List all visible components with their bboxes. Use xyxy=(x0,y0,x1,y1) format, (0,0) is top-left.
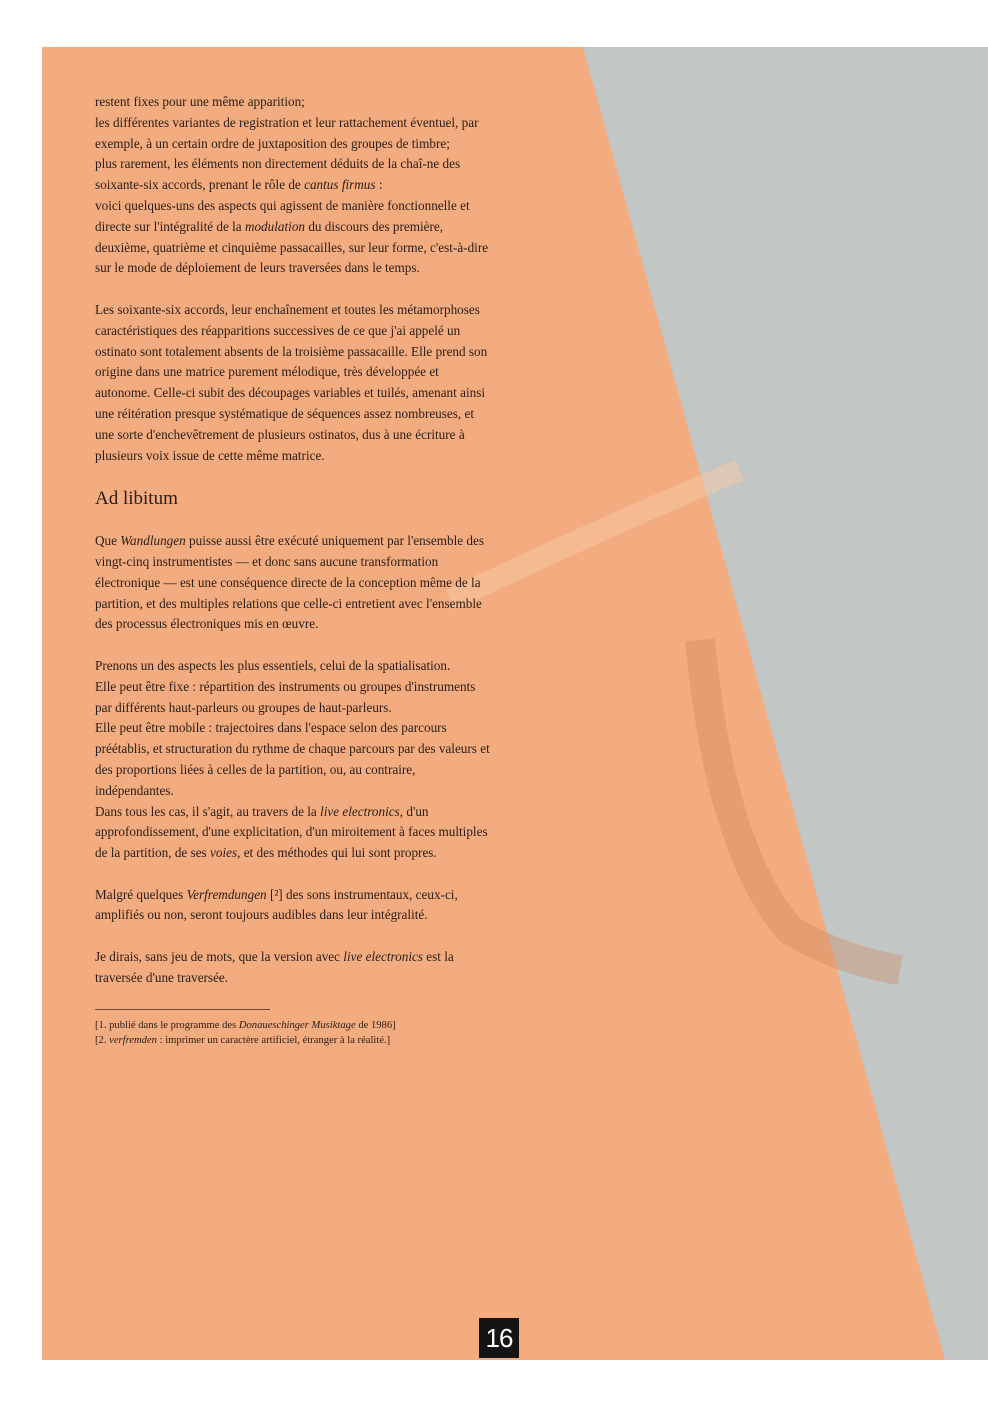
text-column xyxy=(95,92,495,1048)
paragraph: Je dirais, sans jeu de mots, que la version avec live electronics est la traversée d'une traversée. xyxy=(95,949,454,985)
paragraph: Les soixante-six accords, leur enchaînement et toutes les métamorphoses caractéristiques des réapparitions successives de ce que j'ai appelé un ostinato sont totalement absents de la troisième passacaille. Elle prend son origine dans une matrice purement mélodique, très développée et autonome. Celle-ci subit des découpages variables et tuilés, amenant ainsi une réitération presque systématique de séquences assez nombreuses, et une sorte d'enchevêtrement de plusieurs ostinatos, dus à une écriture à plusieurs voix issue de cette même matrice. xyxy=(95,301,488,463)
paragraph: Que Wandlungen puisse aussi être exécuté uniquement par l'ensemble des vingt-cinq instrumentistes — et donc sans aucune transformation électronique — est une conséquence directe de la conception même de la partition, et des multiples relations que celle-ci entretient avec l'ensemble des processus électroniques mis en œuvre. xyxy=(95,533,484,632)
section-heading: Ad libitum xyxy=(95,488,178,510)
page-number: 16 xyxy=(479,1318,519,1358)
paragraph: restent fixes pour une même apparition; les différentes variantes de registration et leur rattachement éventuel, par exemple, à un certain ordre de juxtaposition des groupes de timbre; plus rarement, les éléments non directement déduits de la chaî-ne des soixante-six accords, prenant le rôle de cantus firmus : voici quelques-uns des aspects qui agissent de manière fonctionnelle et directe sur l'intégralité de la modulation du discours des première, deuxième, quatrième et cinquième passacailles, sur leur forme, c'est-à-dire sur le mode de déploiement de leurs traversées dans le temps. xyxy=(95,94,489,276)
paragraph: Prenons un des aspects les plus essentiels, celui de la spatialisation. Elle peut être fixe : répartition des instruments ou groupes d'instruments par différents haut-parleurs ou groupes de haut-parleurs. Elle peut être mobile : trajectoires dans l'espace selon des parcours préétablis, et structuration du rythme de chaque parcours par des valeurs et des proportions liées à celles de la partition, ou, au contraire, indépendantes. Dans tous les cas, il s'agit, au travers de la live electronics, d'un approfondissement, d'une explicitation, d'un miroitement à faces multiples de la partition, de ses voies, et des méthodes qui lui sont propres. xyxy=(95,657,490,861)
paragraph: Malgré quelques Verfremdungen [²] des sons instrumentaux, ceux-ci, amplifiés ou non, seront toujours audibles dans leur intégralité. xyxy=(95,886,458,923)
footnote-rule xyxy=(95,1009,270,1010)
footnotes: [1. publié dans le programme des Donaueschinger Musiktage de 1986] [2. verfremden : imprimer un caractère artificiel, étranger à la réalité.] xyxy=(95,1020,396,1047)
